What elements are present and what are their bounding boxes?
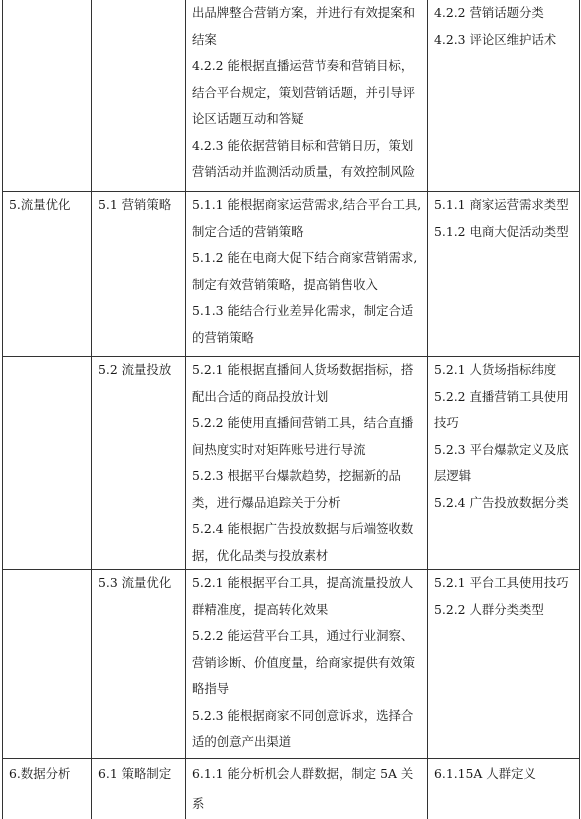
table-row	[3, 357, 580, 570]
knowledge-item: 5.2.1 人货场指标纬度	[434, 357, 574, 384]
ability-cell	[186, 570, 428, 759]
knowledge-cell	[428, 570, 580, 759]
knowledge-item: 4.2.3 评论区维护话术	[434, 27, 574, 54]
module-cell	[92, 0, 186, 192]
knowledge-cell	[428, 0, 580, 192]
ability-item: 5.2.1 能根据平台工具，提高流量投放人群精准度，提高转化效果	[192, 570, 422, 623]
knowledge-item: 5.2.2 人群分类类型	[434, 597, 574, 624]
knowledge-item: 5.1.1 商家运营需求类型	[434, 192, 574, 219]
ability-item: 5.2.4 能根据广告投放数据与后端签收数据，优化品类与投放素材	[192, 516, 422, 569]
knowledge-cell	[428, 357, 580, 570]
ability-item: 出品牌整合营销方案，并进行有效提案和结案	[192, 0, 422, 53]
category-cell: 5.流量优化	[3, 192, 92, 357]
competency-table	[2, 0, 580, 819]
module-cell: 6.1 策略制定	[92, 759, 186, 819]
table-row	[3, 759, 580, 819]
table-row	[3, 570, 580, 759]
knowledge-item: 5.2.3 平台爆款定义及底层逻辑	[434, 437, 574, 490]
knowledge-item: 6.1.15A 人群定义	[434, 759, 574, 789]
module-cell: 5.3 流量优化	[92, 570, 186, 759]
ability-item: 5.2.2 能运营平台工具，通过行业洞察、营销诊断、价值度量，给商家提供有效策略指导	[192, 623, 422, 703]
ability-cell	[186, 357, 428, 570]
category-cell	[3, 357, 92, 570]
knowledge-item: 5.2.2 直播营销工具使用技巧	[434, 384, 574, 437]
ability-item: 4.2.3 能依据营销目标和营销日历，策划营销活动并监测活动质量，有效控制风险	[192, 133, 422, 186]
category-cell	[3, 570, 92, 759]
category-cell	[3, 0, 92, 192]
ability-item: 5.1.2 能在电商大促下结合商家营销需求,制定有效营销策略，提高销售收入	[192, 245, 422, 298]
ability-cell	[186, 759, 428, 819]
knowledge-item: 5.1.2 电商大促活动类型	[434, 219, 574, 246]
knowledge-cell	[428, 192, 580, 357]
ability-item: 4.2.2 能根据直播运营节奏和营销目标，结合平台规定，策划营销话题，并引导评论区话题互动和答疑	[192, 53, 422, 133]
ability-cell	[186, 192, 428, 357]
knowledge-item: 4.2.2 营销话题分类	[434, 0, 574, 27]
module-cell: 5.1 营销策略	[92, 192, 186, 357]
ability-item: 5.2.2 能使用直播间营销工具，结合直播间热度实时对矩阵账号进行导流	[192, 410, 422, 463]
ability-item: 5.2.3 能根据商家不同创意诉求，选择合适的创意产出渠道	[192, 703, 422, 756]
knowledge-item: 5.2.1 平台工具使用技巧	[434, 570, 574, 597]
ability-item: 5.1.3 能结合行业差异化需求，制定合适的营销策略	[192, 298, 422, 351]
ability-item: 5.2.1 能根据直播间人货场数据指标，搭配出合适的商品投放计划	[192, 357, 422, 410]
knowledge-item: 5.2.4 广告投放数据分类	[434, 490, 574, 517]
category-cell: 6.数据分析	[3, 759, 92, 819]
ability-cell	[186, 0, 428, 192]
table-row	[3, 192, 580, 357]
ability-item: 5.2.3 根据平台爆款趋势，挖掘新的品类，进行爆品追踪关于分析	[192, 463, 422, 516]
table-row	[3, 0, 580, 192]
ability-item: 5.1.1 能根据商家运营需求,结合平台工具,制定合适的营销策略	[192, 192, 422, 245]
ability-item: 6.1.1 能分析机会人群数据，制定 5A 关系	[192, 759, 422, 819]
module-cell: 5.2 流量投放	[92, 357, 186, 570]
knowledge-cell	[428, 759, 580, 819]
